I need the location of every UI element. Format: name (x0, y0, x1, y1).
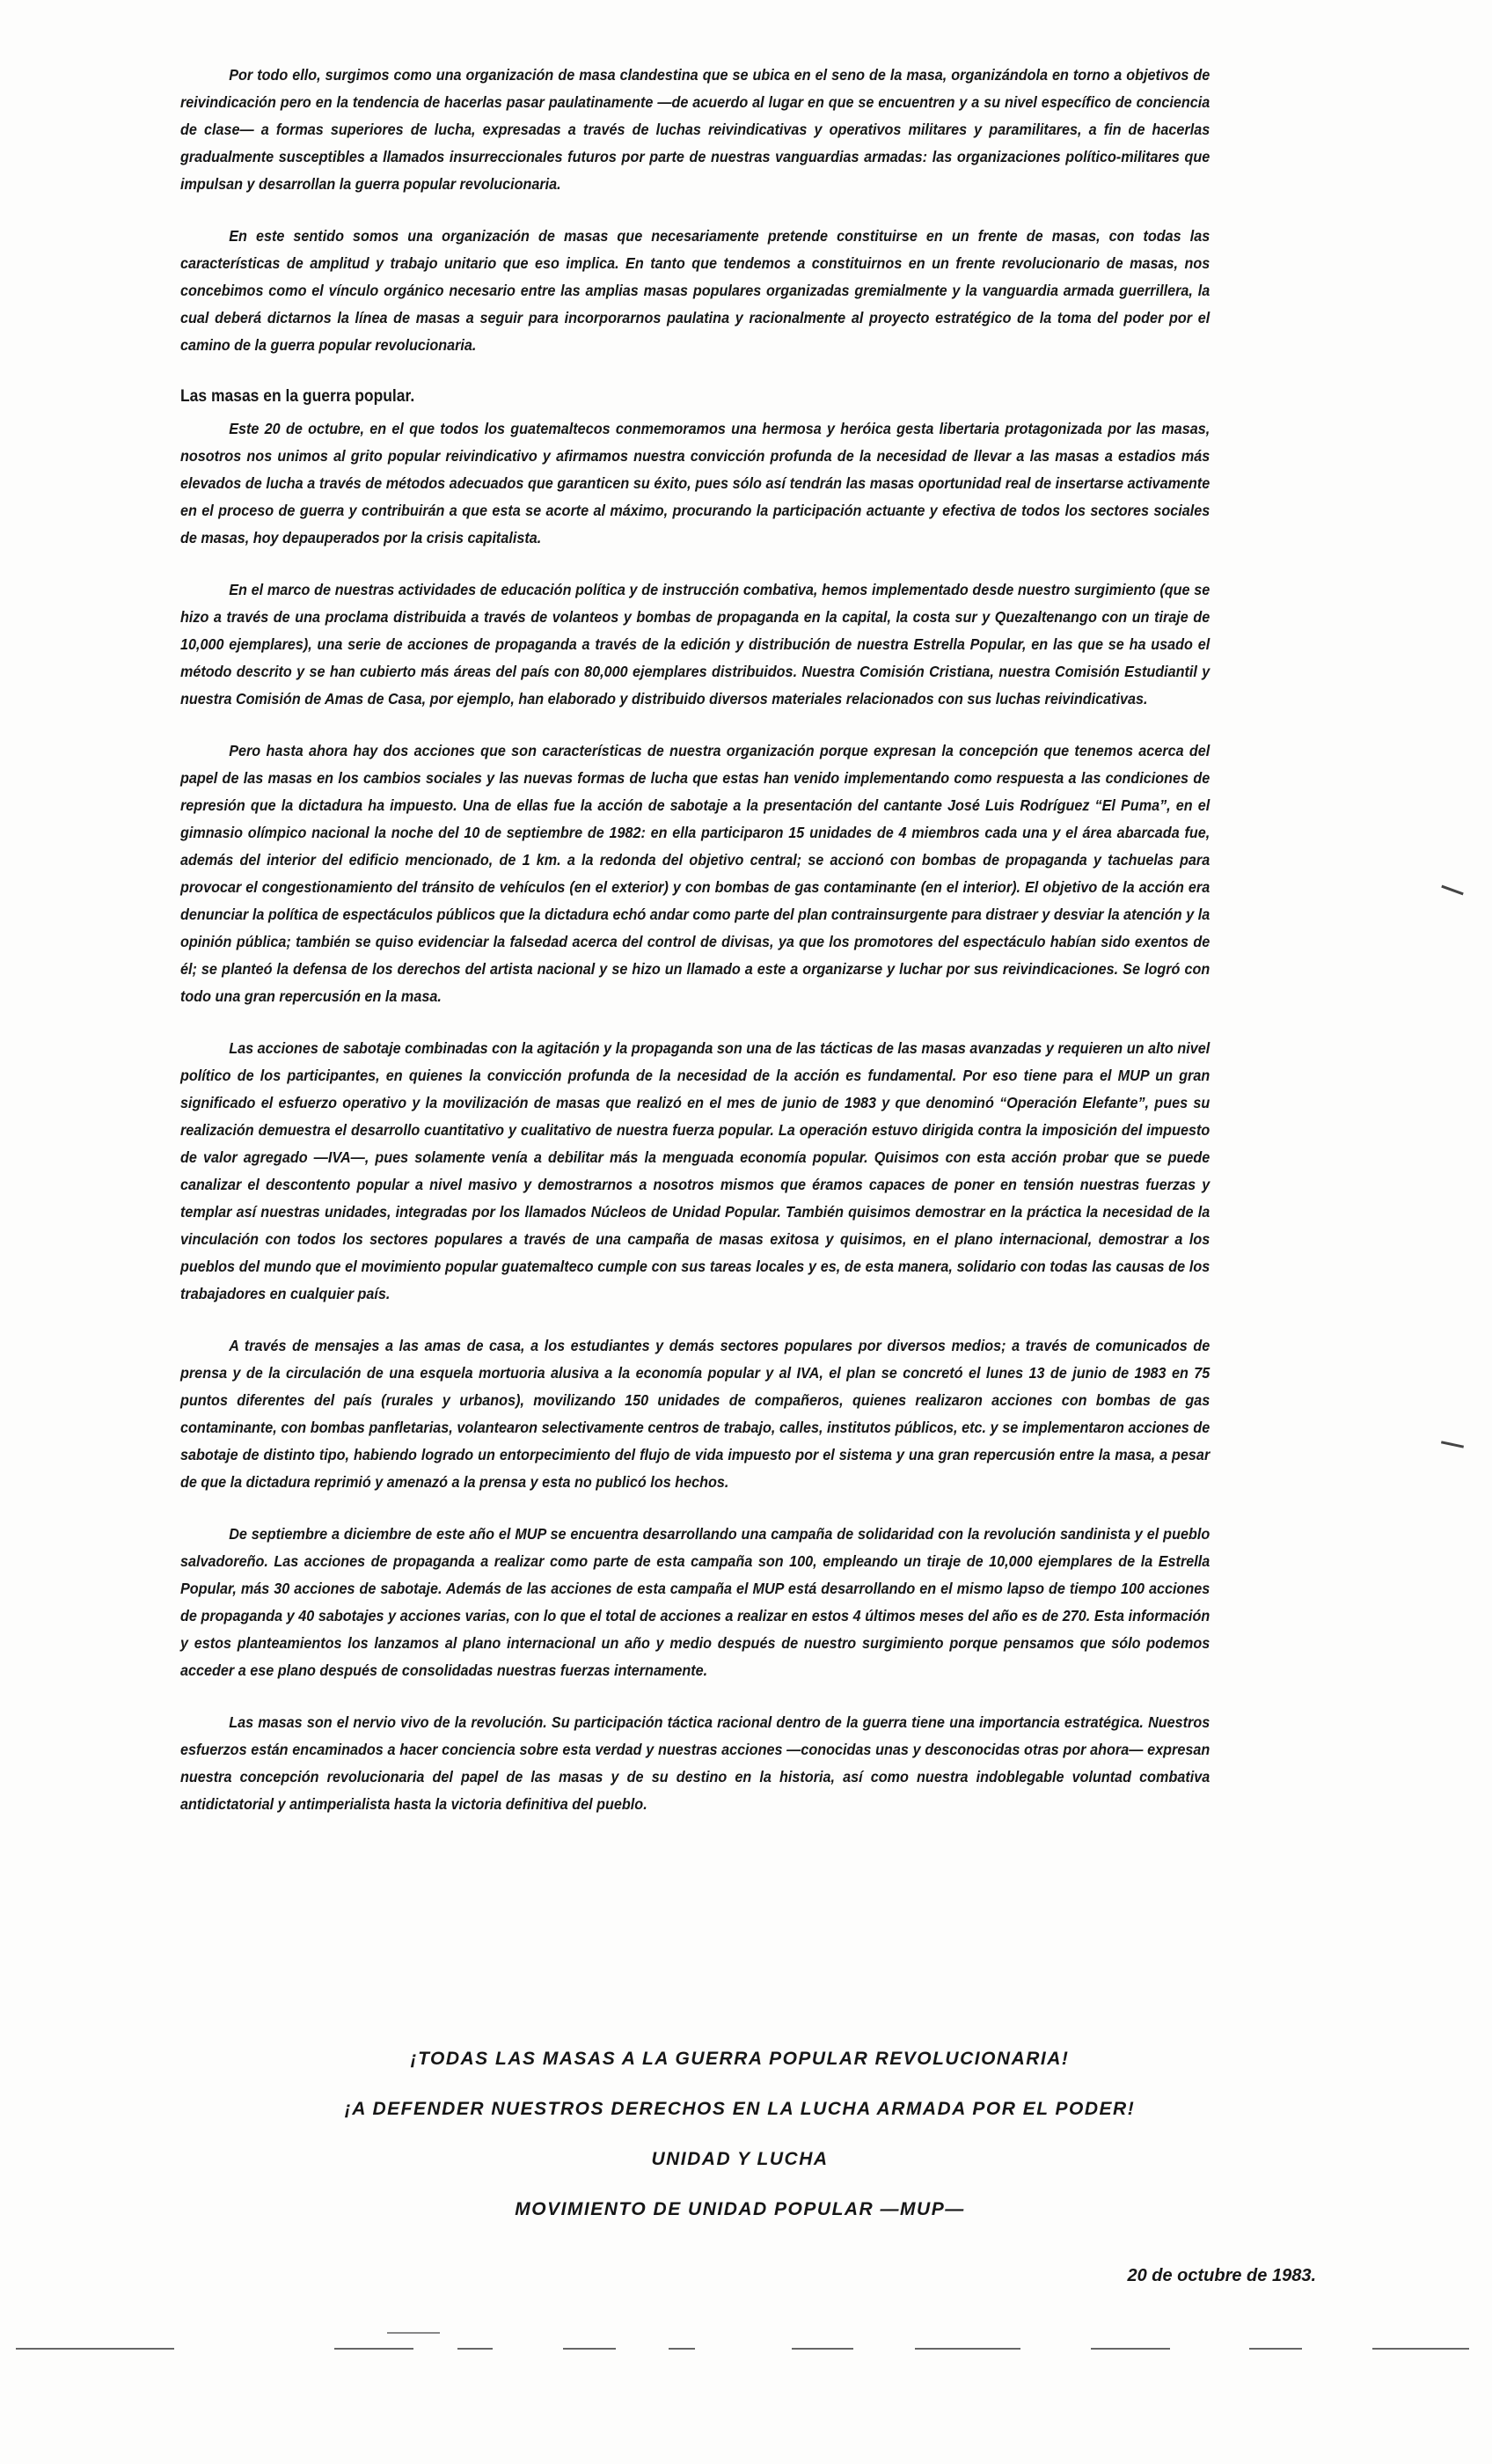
document-date: 20 de octubre de 1983. (1127, 2266, 1316, 2285)
scan-mark-center (387, 2332, 440, 2334)
slogan-3: UNIDAD Y LUCHA (651, 2149, 829, 2169)
paragraph-3: Este 20 de octubre, en el que todos los guatemaltecos conmemoramos una hermosa y heróica gesta libertaria protagonizada por las masas, nosotros nos unimos al grito popular reivindicativo y afirmamos nuestra convicción profunda de la necesidad de llevar a las masas a estadios más elevados de lucha a través de métodos adecuados que garanticen su éxito, pues sólo así tendrán las masas oportunidad real de insertarse activamente en el proceso de guerra y contribuirán a que esta se acorte al máximo, procurando la participación actuante y efectiva de todos los sectores sociales de masas, hoy depauperados por la crisis capitalista. (180, 420, 1210, 546)
paragraph-9: Las masas son el nervio vivo de la revolución. Su participación táctica racional dentro de la guerra tiene una importancia estratégica. Nuestros esfuerzos están encaminados a hacer conciencia sobre esta verdad y nuestras acciones —conocidas unas y desconocidas otras por ahora— expresan nuestra concepción revolucionaria del papel de las masas y de su destino en la historia, así como nuestra indoblegable voluntad combativa antidictatorial y antimperialista hasta la victoria definitiva del pueblo. (180, 1713, 1210, 1813)
paragraph-1: Por todo ello, surgimos como una organización de masa clandestina que se ubica en el seno de la masa, organizándola en torno a objetivos de reivindicación pero en la tendencia de hacerlas pasar paulatinamente —de acuerdo al lugar en que se encuentren y a su nivel específico de conciencia de clase— a formas superiores de lucha, expresadas a través de luchas reivindicativas y operativos militares y paramilitares, a fin de hacerlas gradualmente susceptibles a llamados insurreccionales futuros por parte de nuestras vanguardias armadas: las organizaciones político-militares que impulsan y desarrollan la guerra popular revolucionaria. (180, 66, 1210, 193)
slogan-2: ¡A DEFENDER NUESTROS DERECHOS EN LA LUCHA ARMADA POR EL PODER! (344, 2099, 1136, 2119)
slogan-4: MOVIMIENTO DE UNIDAD POPULAR —MUP— (515, 2199, 965, 2219)
section-heading: Las masas en la guerra popular. (180, 387, 415, 406)
paragraph-6: Las acciones de sabotaje combinadas con la agitación y la propaganda son una de las tácticas de las masas avanzadas y requieren un alto nivel político de los participantes, en quienes la convicción profunda de la necesidad de la acción es fundamental. Por eso tiene para el MUP un gran significado el esfuerzo operativo y la movilización de masas que realizó en el mes de junio de 1983 y que denominó “Operación Elefante”, pues su realización demuestra el desarrollo cuantitativo y cualitativo de nuestra fuerza popular. La operación estuvo dirigida contra la imposición del impuesto de valor agregado —IVA—, pues solamente venía a debilitar más la menguada economía popular. Quisimos con esta acción probar que se puede canalizar el descontento popular a nivel masivo y demostrarnos a nosotros mismos que éramos capaces de poner en tensión nuestras fuerzas y templar así nuestras unidades, integradas por los llamados Núcleos de Unidad Popular. También quisimos demostrar en la práctica la necesidad de la vinculación con todos los sectores populares a través de una campaña de masas exitosa y quisimos, en el plano internacional, demostrar a los pueblos del mundo que el movimiento popular guatemalteco cumple con sus tareas locales y es, de esta manera, solidario con todas las causas de los trabajadores en cualquier país. (180, 1039, 1210, 1302)
paragraph-2: En este sentido somos una organización de masas que necesariamente pretende constituirse en un frente de masas, con todas las características de amplitud y trabajo unitario que eso implica. En tanto que tendemos a constituirnos en un frente revolucionario de masas, nos concebimos como el vínculo orgánico necesario entre las amplias masas populares organizadas gremialmente y la vanguardia armada guerrillera, la cual deberá dictarnos la línea de masas a seguir para incorporarnos paulatina y racionalmente al proyecto estratégico de la toma del poder por el camino de la guerra popular revolucionaria. (180, 227, 1210, 354)
body-text (180, 62, 1210, 1843)
paragraph-5: Pero hasta ahora hay dos acciones que son características de nuestra organización porque expresan la concepción que tenemos acerca del papel de las masas en los cambios sociales y las nuevas formas de lucha que estas han venido implementando como respuesta a las condiciones de represión que la dictadura ha impuesto. Una de ellas fue la acción de sabotaje a la presentación del cantante José Luis Rodríguez “El Puma”, en el gimnasio olímpico nacional la noche del 10 de septiembre de 1982: en ella participaron 15 unidades de 4 miembros cada una y el área abarcada fue, además del interior del edificio mencionado, de 1 km. a la redonda del objetivo central; se accionó con bombas de propaganda y tachuelas para provocar el congestionamiento del tránsito de vehículos (en el exterior) y con bombas de gas contaminante (en el interior). El objetivo de la acción era denunciar la política de espectáculos públicos que la dictadura echó andar como parte del plan contrainsurgente para distraer y desviar la atención y la opinión pública; también se quiso evidenciar la falsedad acerca del control de divisas, ya que los promotores del espectáculo habían sido exentos de él; se planteó la defensa de los derechos del artista nacional y se hizo un llamado a este a organizarse y luchar por sus reivindicaciones. Se logró con todo una gran repercusión en la masa. (180, 742, 1210, 1005)
margin-mark-bottom (1441, 1441, 1464, 1448)
paragraph-4: En el marco de nuestras actividades de educación política y de instrucción combativa, hemos implementado desde nuestro surgimiento (que se hizo a través de una proclama distribuida a través de volanteos y bombas de propaganda en la capital, la costa sur y Quezaltenango con un tiraje de 10,000 ejemplares), una serie de acciones de propaganda a través de la edición y distribución de nuestra Estrella Popular, en las que se ha usado el método descrito y se han cubierto más áreas del país con 80,000 ejemplares distribuidos. Nuestra Comisión Cristiana, nuestra Comisión Estudiantil y nuestra Comisión de Amas de Casa, por ejemplo, han elaborado y distribuido diversos materiales relacionados con sus luchas reivindicativas. (180, 581, 1210, 708)
paragraph-7: A través de mensajes a las amas de casa, a los estudiantes y demás sectores populares por diversos medios; a través de comunicados de prensa y de la circulación de una esquela mortuoria alusiva a la economía popular y al IVA, el plan se concretó el lunes 13 de junio de 1983 en 75 puntos diferentes del país (rurales y urbanos), movilizando 150 unidades de compañeros, quienes realizaron acciones con bombas de gas contaminante, con bombas panfletarias, volantearon selectivamente centros de trabajo, calles, institutos públicos, etc. y se implementaron acciones de sabotaje de distinto tipo, habiendo logrado un entorpecimiento del flujo de vida impuesto por el sistema y una gran repercusión entre la masa, a pesar de que la dictadura reprimió y amenazó a la prensa y esta no publicó los hechos. (180, 1337, 1210, 1491)
scan-bottom-edge (0, 2348, 1492, 2351)
margin-mark-top (1441, 885, 1463, 896)
paragraph-8: De septiembre a diciembre de este año el MUP se encuentra desarrollando una campaña de solidaridad con la revolución sandinista y el pueblo salvadoreño. Las acciones de propaganda a realizar como parte de esta campaña son 100, empleando un tiraje de 10,000 ejemplares de la Estrella Popular, más 30 acciones de sabotaje. Además de las acciones de esta campaña el MUP está desarrollando en el mismo lapso de tiempo 100 acciones de propaganda y 40 sabotajes y acciones varias, con lo que el total de acciones a realizar en estos 4 últimos meses del año es de 270. Esta información y estos planteamientos los lanzamos al plano internacional un año y medio después de nuestro surgimiento porque pensamos que sólo podemos acceder a ese plano después de consolidadas nuestras fuerzas internamente. (180, 1525, 1210, 1679)
closing-slogans (180, 2046, 1299, 2247)
slogan-1: ¡TODAS LAS MASAS A LA GUERRA POPULAR REVOLUCIONARIA! (410, 2049, 1070, 2069)
